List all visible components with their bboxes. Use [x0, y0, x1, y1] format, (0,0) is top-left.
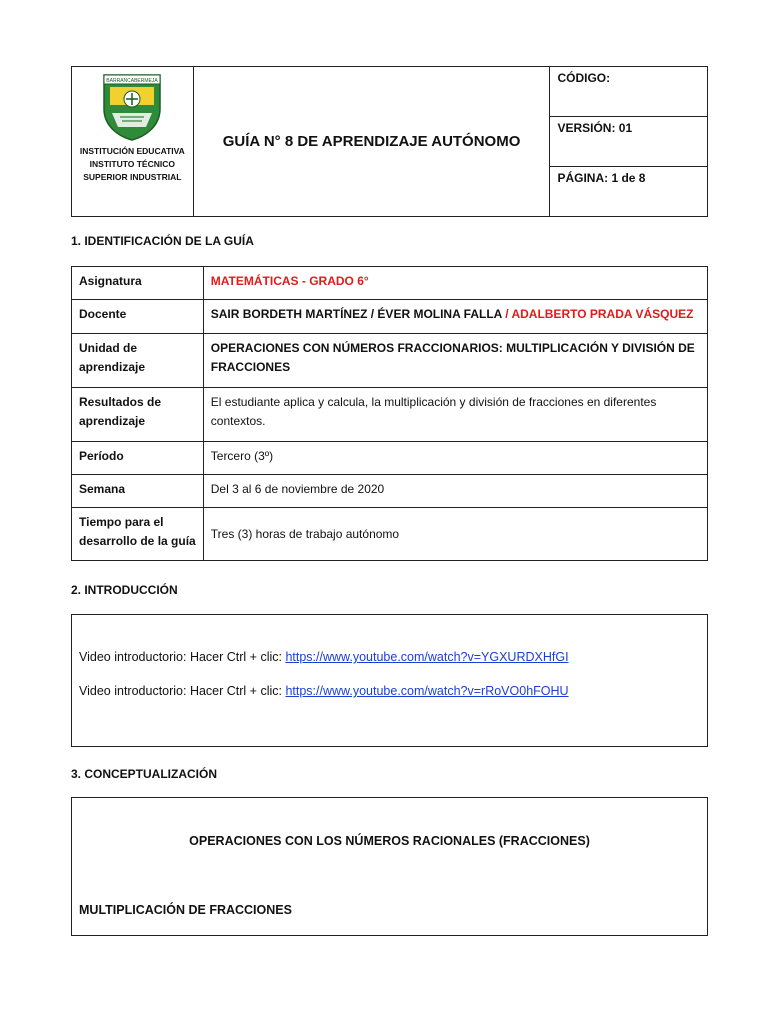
- section-3-heading: 3. CONCEPTUALIZACIÓN: [71, 767, 218, 781]
- school-shield-icon: [100, 69, 164, 141]
- semana-label: Semana: [72, 475, 204, 508]
- intro-box: [71, 614, 708, 747]
- section-2-heading: 2. INTRODUCCIÓN: [71, 583, 178, 597]
- youtube-link-2[interactable]: https://www.youtube.com/watch?v=rRoVO0hFOHU: [285, 684, 569, 698]
- intro-line-1: Video introductorio: Hacer Ctrl + clic: https://www.youtube.com/watch?v=YGXURDXHfGI: [79, 650, 569, 664]
- unidad-value: OPERACIONES CON NÚMEROS FRACCIONARIOS: MULTIPLICACIÓN Y DIVISIÓN DE FRACCIONES: [203, 334, 707, 388]
- concept-box: [71, 797, 708, 936]
- logo-banner-text: BARRANCABERMEJA: [106, 78, 159, 84]
- docente-names: SAIR BORDETH MARTÍNEZ / ÉVER MOLINA FALLA: [210, 307, 506, 321]
- identification-table: [71, 266, 708, 561]
- concept-subtitle: MULTIPLICACIÓN DE FRACCIONES: [79, 903, 292, 917]
- resultados-value: El estudiante aplica y calcula, la multiplicación y división de fracciones en diferentes contextos.: [203, 388, 707, 442]
- periodo-value: Tercero (3º): [203, 442, 707, 475]
- intro-line-2: Video introductorio: Hacer Ctrl + clic: https://www.youtube.com/watch?v=rRoVO0hFOHU: [79, 684, 569, 698]
- docente-name-red: / ADALBERTO PRADA VÁSQUEZ: [505, 307, 694, 321]
- pagina-cell: PÁGINA: 1 de 8: [550, 167, 708, 217]
- semana-value: Del 3 al 6 de noviembre de 2020: [203, 475, 707, 508]
- tiempo-value: Tres (3) horas de trabajo autónomo: [203, 508, 707, 561]
- youtube-link-1[interactable]: https://www.youtube.com/watch?v=YGXURDXHfGI: [285, 650, 569, 664]
- version-cell: VERSIÓN: 01: [550, 117, 708, 167]
- docente-value: [203, 300, 707, 334]
- asignatura-label: Asignatura: [72, 267, 204, 300]
- docente-label: Docente: [72, 300, 204, 334]
- logo-cell: [72, 67, 194, 217]
- concept-title: OPERACIONES CON LOS NÚMEROS RACIONALES (FRACCIONES): [189, 834, 590, 848]
- guide-title: GUÍA N° 8 DE APRENDIZAJE AUTÓNOMO: [193, 67, 550, 217]
- asignatura-value: MATEMÁTICAS - GRADO 6°: [203, 267, 707, 300]
- section-1-heading: 1. IDENTIFICACIÓN DE LA GUÍA: [71, 234, 254, 248]
- periodo-label: Período: [72, 442, 204, 475]
- header-table: [71, 66, 708, 217]
- resultados-label: Resultados de aprendizaje: [72, 388, 204, 442]
- unidad-label: Unidad de aprendizaje: [72, 334, 204, 388]
- institution-name: INSTITUCIÓN EDUCATIVA INSTITUTO TÉCNICO SUPERIOR INDUSTRIAL: [79, 146, 185, 182]
- codigo-cell: CÓDIGO:: [550, 67, 708, 117]
- tiempo-label: Tiempo para el desarrollo de la guía: [72, 508, 204, 561]
